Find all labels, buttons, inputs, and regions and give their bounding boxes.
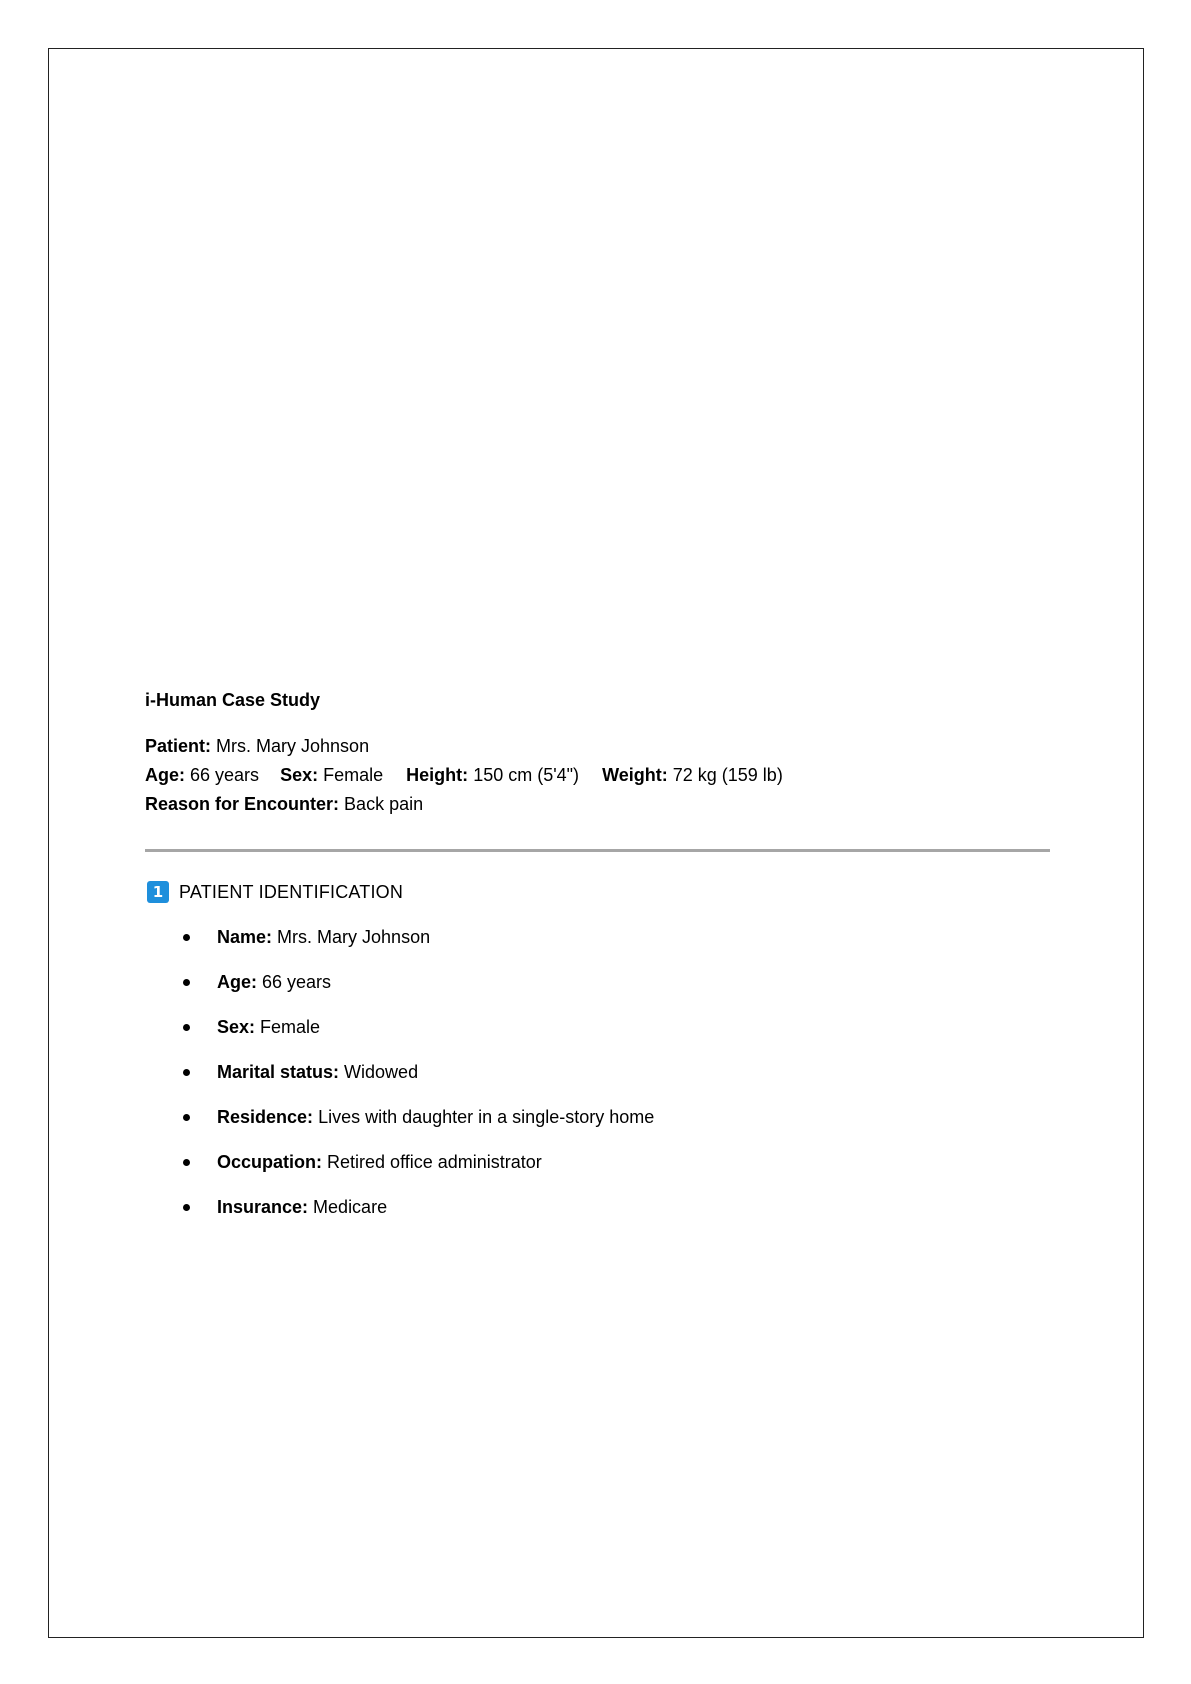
item-label: Sex: xyxy=(217,1017,256,1037)
item-label: Residence: xyxy=(217,1107,314,1127)
item-value: Retired office administrator xyxy=(327,1152,542,1172)
item-value: Medicare xyxy=(313,1197,388,1217)
section-header xyxy=(145,880,1050,904)
item-label: Occupation: xyxy=(217,1152,323,1172)
bullet-icon xyxy=(183,1069,190,1076)
age-label: Age: xyxy=(145,765,185,785)
bullet-icon xyxy=(183,934,190,941)
reason-label: Reason for Encounter: xyxy=(145,794,340,814)
list-item xyxy=(145,1195,1050,1240)
item-label: Name: xyxy=(217,927,273,947)
patient-value: Mrs. Mary Johnson xyxy=(216,736,370,756)
age-value: 66 years xyxy=(190,765,260,785)
item-value: Mrs. Mary Johnson xyxy=(277,927,431,947)
vitals-line xyxy=(145,761,1050,790)
list-item xyxy=(145,1105,1050,1150)
document-content xyxy=(145,688,1050,1240)
reason-line xyxy=(145,790,1050,819)
list-item xyxy=(145,1060,1050,1105)
item-label: Marital status: xyxy=(217,1062,340,1082)
sex-label: Sex: xyxy=(280,765,319,785)
patient-label: Patient: xyxy=(145,736,212,756)
document-title: i-Human Case Study xyxy=(145,690,321,710)
list-item xyxy=(145,1150,1050,1195)
sex-value: Female xyxy=(323,765,384,785)
list-item xyxy=(145,925,1050,970)
height-value: 150 cm (5'4") xyxy=(473,765,580,785)
list-item xyxy=(145,1015,1050,1060)
patient-line xyxy=(145,732,1050,761)
list-item xyxy=(145,970,1050,1015)
section-number-badge: 1 xyxy=(147,881,169,903)
bullet-icon xyxy=(183,1114,190,1121)
patient-identification-list xyxy=(145,925,1050,1240)
weight-value: 72 kg (159 lb) xyxy=(672,765,783,785)
item-label: Age: xyxy=(217,972,257,992)
weight-label: Weight: xyxy=(602,765,668,785)
bullet-icon xyxy=(183,1159,190,1166)
item-label: Insurance: xyxy=(217,1197,309,1217)
height-label: Height: xyxy=(406,765,469,785)
reason-value: Back pain xyxy=(344,794,424,814)
section-divider xyxy=(145,849,1050,852)
item-value: Female xyxy=(260,1017,321,1037)
section-title: PATIENT IDENTIFICATION xyxy=(179,882,404,902)
item-value: Widowed xyxy=(344,1062,419,1082)
bullet-icon xyxy=(183,979,190,986)
bullet-icon xyxy=(183,1024,190,1031)
bullet-icon xyxy=(183,1204,190,1211)
item-value: Lives with daughter in a single-story home xyxy=(318,1107,655,1127)
item-value: 66 years xyxy=(262,972,332,992)
